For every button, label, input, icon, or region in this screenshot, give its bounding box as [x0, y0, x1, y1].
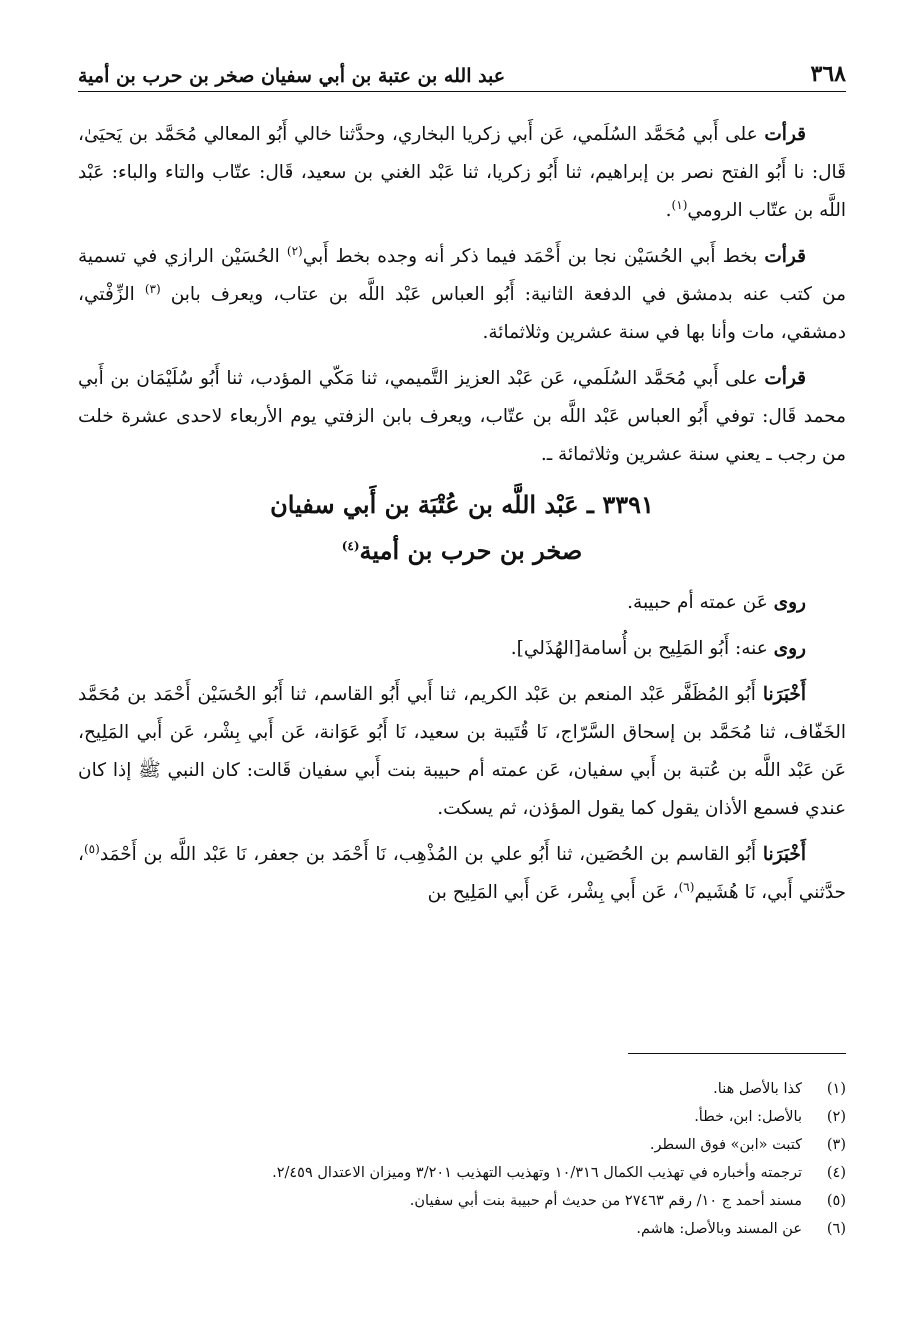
footnote-ref: (٣)	[144, 281, 161, 296]
footnotes	[78, 1075, 846, 1243]
report	[78, 676, 846, 828]
footnote-text: ترجمته وأخباره في تهذيب الكمال ١٠/٣١٦ وتهذيب التهذيب ٣/٢٠١ وميزان الاعتدال ٢/٤٥٩.	[272, 1165, 802, 1181]
footnote	[78, 1215, 846, 1243]
entry-title-line-1: ٣٣٩١ ـ عَبْد اللَّه بن عُتْبَة بن أَبي سفيان	[270, 490, 654, 519]
footnote-separator	[628, 1053, 846, 1054]
paragraph-tail: .	[665, 200, 672, 221]
report-tail: ، عَن أَبي بِشْر، عَن أَبي المَلِيح بن	[427, 882, 679, 903]
page-header	[78, 52, 846, 92]
footnote-number: (٥)	[826, 1193, 846, 1209]
footnote-number: (٢)	[826, 1109, 846, 1125]
paragraph	[78, 238, 846, 352]
running-title: عبد الله بن عتبة بن أبي سفيان صخر بن حرب بن أمية	[78, 65, 506, 87]
footnote-number: (٤)	[826, 1165, 846, 1181]
report-text: أَبُو المُظَفَّر عَبْد المنعم بن عَبْد الكريم، ثنا أَبي أَبُو القاسم، ثنا أَبُو الحُسَيْن أَحْمَد بن مُحَمَّد الخَفّاف، ثنا مُحَمَّد بن إسحاق السَّرّاج، نَا قُتَيبة بن سعيد، نَا أَبُو عَوَانة، عَن أَبي بِشْر، عَن أَبي المَلِيح، عَن عَبْد اللَّه بن عُتبة بن أَبي سفيان، عَن عمته أم حبيبة بنت أَبي سفيان قَالت: كان النبي ﷺ إذا كان عندي فسمع الأذان يقول كما يقول المؤذن، ثم يسكت.	[78, 684, 846, 819]
report-text: أَبُو القاسم بن الحُصَين، ثنا أَبُو علي بن المُذْهِب، نَا أَحْمَد بن جعفر، نَا عَبْد اللَّه بن أَحْمَد	[99, 844, 757, 865]
main-text	[78, 116, 846, 920]
paragraph-text: على أَبي مُحَمَّد السُلَمي، عَن أَبي زكريا البخاري، وحدَّثنا خالي أَبُو المعالي مُحَمَّد بن يَحيَىٰ، قَال: نا أَبُو الفتح نصر بن إبراهيم، ثنا أَبُو زكريا، ثنا عَبْد الغني بن سعيد، قَال: عتّاب والتاء والباء: عَبْد اللَّه بن عتّاب الرومي	[78, 124, 846, 221]
narration-text: عَن عمته أم حبيبة.	[627, 592, 768, 613]
report-lead: أَخْبَرَنا	[762, 844, 806, 865]
page-number: ٣٦٨	[810, 61, 846, 87]
footnote-text: عن المسند وبالأصل: هاشم.	[636, 1221, 802, 1237]
footnote	[78, 1103, 846, 1131]
report-lead: أَخْبَرَنا	[762, 684, 806, 705]
entry-heading	[78, 482, 846, 574]
footnote-ref: (١)	[671, 197, 688, 212]
footnote	[78, 1159, 846, 1187]
narration	[78, 630, 846, 668]
footnote-number: (١)	[826, 1081, 846, 1097]
footnote-text: مسند أحمد ج ١٠/ رقم ٢٧٤٦٣ من حديث أم حبيبة بنت أبي سفيان.	[409, 1193, 802, 1209]
paragraph-text: بخط أَبي الحُسَيْن نجا بن أَحْمَد فيما ذكر أنه وجده بخط أَبي	[302, 246, 758, 267]
narration-lead: روى	[773, 638, 806, 659]
narration	[78, 584, 846, 622]
paragraph-lead: قرأت	[764, 124, 806, 145]
paragraph-tail: الزِّفْتي، دمشقي، مات وأنا بها في سنة عشرين وثلاثمائة.	[78, 284, 846, 343]
report	[78, 836, 846, 912]
paragraph-lead: قرأت	[764, 246, 806, 267]
narration-lead: روى	[773, 592, 806, 613]
footnote-ref: (٤)	[341, 539, 360, 553]
paragraph-text: على أَبي مُحَمَّد السُلَمي، عَن عَبْد العزيز التَّميمي، ثنا مَكّي المؤدب، ثنا أَبُو سُلَيْمَان بن أَبي محمد قَال: توفي أَبُو العباس عَبْد اللَّه بن عتّاب، ويعرف بابن الزفتي يوم الأربعاء لاحدى عشرة خلت من رجب ـ يعني سنة عشرين وثلاثمائة ـ.	[78, 368, 846, 465]
footnote	[78, 1075, 846, 1103]
report-tail: ، حدَّثني أَبي، نَا هُشَيم	[78, 844, 846, 903]
footnote-text: بالأصل: ابن، خطأ.	[694, 1109, 802, 1125]
footnote-number: (٦)	[826, 1221, 846, 1237]
footnote	[78, 1187, 846, 1215]
footnote	[78, 1131, 846, 1159]
narration-text: عنه: أَبُو المَلِيح بن أُسامة[الهُذَلي].	[510, 638, 768, 659]
paragraph-tail: الحُسَيْن الرازي في تسمية من كتب عنه بدمشق في الدفعة الثانية: أَبُو العباس عَبْد اللَّه بن عتاب، ويعرف بابن	[78, 246, 846, 305]
footnote-ref: (٥)	[83, 841, 100, 856]
paragraph	[78, 116, 846, 230]
footnote-text: كذا بالأصل هنا.	[713, 1081, 802, 1097]
footnote-ref: (٦)	[678, 879, 695, 894]
footnote-ref: (٢)	[286, 243, 303, 258]
paragraph-lead: قرأت	[764, 368, 806, 389]
footnote-text: كتبت «ابن» فوق السطر.	[649, 1137, 802, 1153]
paragraph	[78, 360, 846, 474]
entry-title-line-2: صخر بن حرب بن أمية	[359, 536, 583, 565]
footnote-number: (٣)	[826, 1137, 846, 1153]
